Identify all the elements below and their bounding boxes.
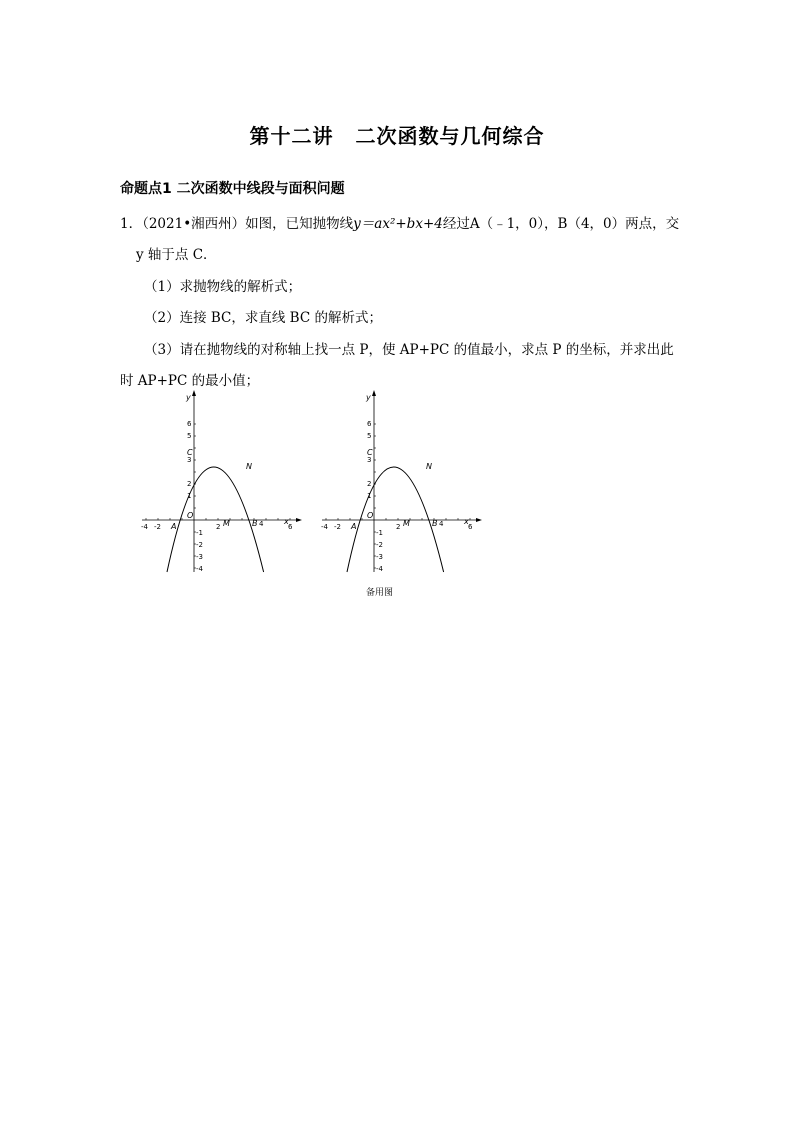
x-axis-label: x	[284, 517, 289, 526]
problem-line-2: y 轴于点 C．	[136, 247, 217, 263]
point-c-label: C	[367, 448, 373, 457]
x-tick-label: -2	[334, 523, 341, 531]
y-tick-label: 6	[187, 420, 192, 428]
x-axis-arrow	[296, 518, 302, 522]
y-axis-label: y	[186, 393, 191, 402]
parabola-curve	[347, 467, 444, 572]
point-n-label: N	[246, 462, 252, 471]
y-axis-arrow	[372, 390, 376, 396]
y-tick-label: -4	[376, 565, 383, 573]
y-tick-label: 6	[367, 420, 372, 428]
x-tick-label: 2	[216, 523, 221, 531]
x-tick-label: 4	[259, 520, 264, 528]
parabola-graph	[136, 388, 311, 578]
y-tick-label: -4	[196, 565, 203, 573]
y-tick-label: -2	[376, 541, 383, 549]
y-tick-label: -3	[196, 553, 203, 561]
point-b: B（4，0）	[557, 216, 626, 232]
x-axis-arrow	[476, 518, 482, 522]
question-1: （1）求抛物线的解析式；	[144, 279, 302, 295]
question-2: （2）连接 BC，求直线 BC 的解析式；	[144, 310, 382, 326]
origin-label: O	[367, 511, 374, 520]
point-n-label: N	[426, 462, 432, 471]
lecture-topic: 二次函数与几何综合	[355, 124, 545, 148]
y-tick-label: -1	[376, 529, 383, 537]
y-tick-label: 5	[187, 432, 192, 440]
point-b-label: B	[432, 519, 438, 528]
figure-caption: 备用图	[366, 588, 394, 598]
point-c-label: C	[187, 448, 193, 457]
y-tick-label: 1	[367, 492, 372, 500]
y-tick-label: 2	[367, 480, 372, 488]
y-tick-label: -1	[196, 529, 203, 537]
origin-label: O	[187, 511, 194, 520]
parabola-figure-backup	[316, 388, 491, 582]
question-3-line-1: （3）请在抛物线的对称轴上找一点 P，使 AP+PC 的值最小，求点 P 的坐标，并求出此	[144, 342, 674, 358]
problem-source: （2021•湘西州）	[142, 216, 246, 232]
problem-number: 1．	[120, 216, 143, 232]
point-a-label: A	[171, 522, 177, 531]
x-tick-label: -2	[154, 523, 161, 531]
y-tick-label: 1	[187, 492, 192, 500]
y-axis-label: y	[366, 393, 371, 402]
x-tick-label: -4	[321, 523, 328, 531]
y-tick-label: 3	[367, 456, 372, 464]
y-axis-arrow	[192, 390, 196, 396]
point-a: A（﹣1，0），	[469, 216, 558, 232]
parabola-curve	[167, 467, 264, 572]
x-tick-label: 6	[288, 523, 293, 531]
point-b-label: B	[252, 519, 258, 528]
y-tick-label: -3	[376, 553, 383, 561]
y-tick-label: 2	[187, 480, 192, 488]
x-axis-label: x	[464, 517, 469, 526]
y-tick-label: 3	[187, 456, 192, 464]
y-tick-label: -2	[196, 541, 203, 549]
parabola-equation: y＝ax²+bx+4	[353, 216, 443, 232]
page-title	[0, 120, 794, 149]
x-tick-label: -4	[141, 523, 148, 531]
x-tick-label: 4	[439, 520, 444, 528]
point-m-label: M	[403, 519, 410, 528]
question-3-line-2: 时 AP+PC 的最小值；	[120, 373, 260, 389]
parabola-graph	[316, 388, 491, 578]
point-a-label: A	[351, 522, 357, 531]
parabola-figure-main	[136, 388, 311, 582]
x-tick-label: 2	[396, 523, 401, 531]
x-tick-label: 6	[468, 523, 473, 531]
y-tick-label: 5	[367, 432, 372, 440]
section-title: 命题点1 二次函数中线段与面积问题	[120, 181, 345, 197]
point-m-label: M	[223, 519, 230, 528]
lecture-number: 第十二讲	[249, 124, 334, 148]
problem-line-1: 1．（2021•湘西州）如图，已知抛物线y＝ax²+bx+4经过A（﹣1，0），B（4，0）两点，交	[120, 216, 680, 232]
